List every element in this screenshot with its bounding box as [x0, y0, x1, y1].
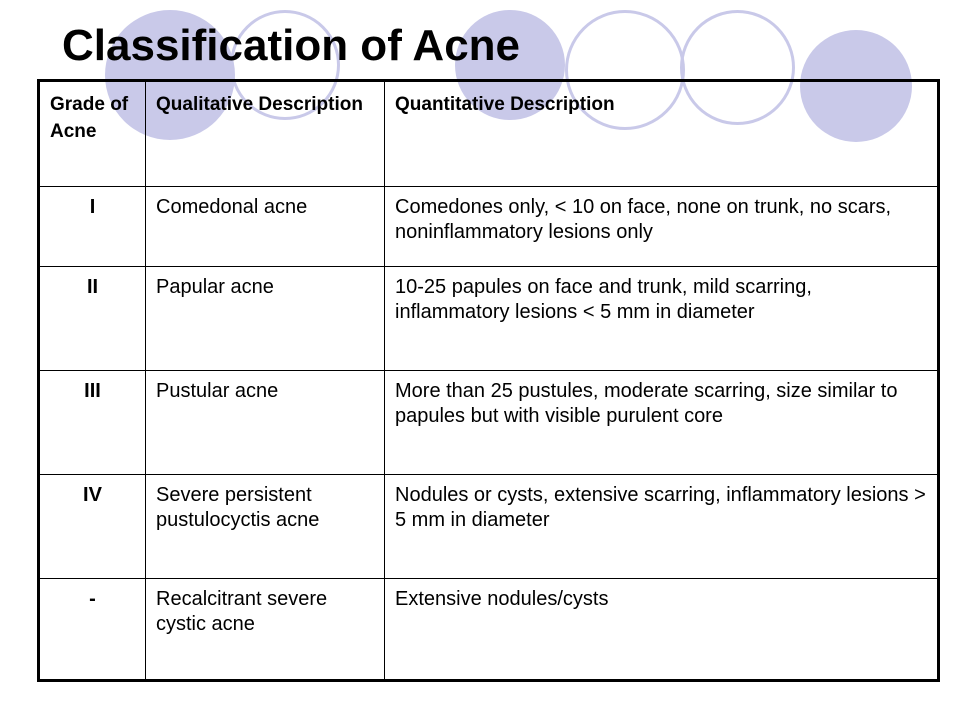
qualitative-cell: Papular acne [146, 267, 385, 371]
quantitative-cell: Comedones only, < 10 on face, none on trunk, no scars, noninflammatory lesions only [385, 187, 939, 267]
quantitative-cell: Extensive nodules/cysts [385, 579, 939, 681]
qualitative-cell: Severe persistent pustulocyctis acne [146, 475, 385, 579]
grade-cell: III [39, 371, 146, 475]
grade-cell: IV [39, 475, 146, 579]
page-title: Classification of Acne [62, 21, 521, 70]
grade-cell: II [39, 267, 146, 371]
qualitative-cell: Pustular acne [146, 371, 385, 475]
quantitative-cell: Nodules or cysts, extensive scarring, inflammatory lesions > 5 mm in diameter [385, 475, 939, 579]
grade-cell: I [39, 187, 146, 267]
quantitative-cell: More than 25 pustules, moderate scarring, size similar to papules but with visible purulent core [385, 371, 939, 475]
table-row [39, 187, 939, 267]
grade-cell: - [39, 579, 146, 681]
table-row [39, 475, 939, 579]
qualitative-cell: Recalcitrant severe cystic acne [146, 579, 385, 681]
header-grade: Grade of Acne [39, 81, 146, 187]
header-qualitative: Qualitative Description [146, 81, 385, 187]
quantitative-cell: 10-25 papules on face and trunk, mild scarring, inflammatory lesions < 5 mm in diameter [385, 267, 939, 371]
table-row [39, 579, 939, 681]
table-row [39, 267, 939, 371]
table-row [39, 371, 939, 475]
header-quantitative: Quantitative Description [385, 81, 939, 187]
table-header-row [39, 81, 939, 187]
qualitative-cell: Comedonal acne [146, 187, 385, 267]
acne-classification-table [37, 79, 940, 682]
